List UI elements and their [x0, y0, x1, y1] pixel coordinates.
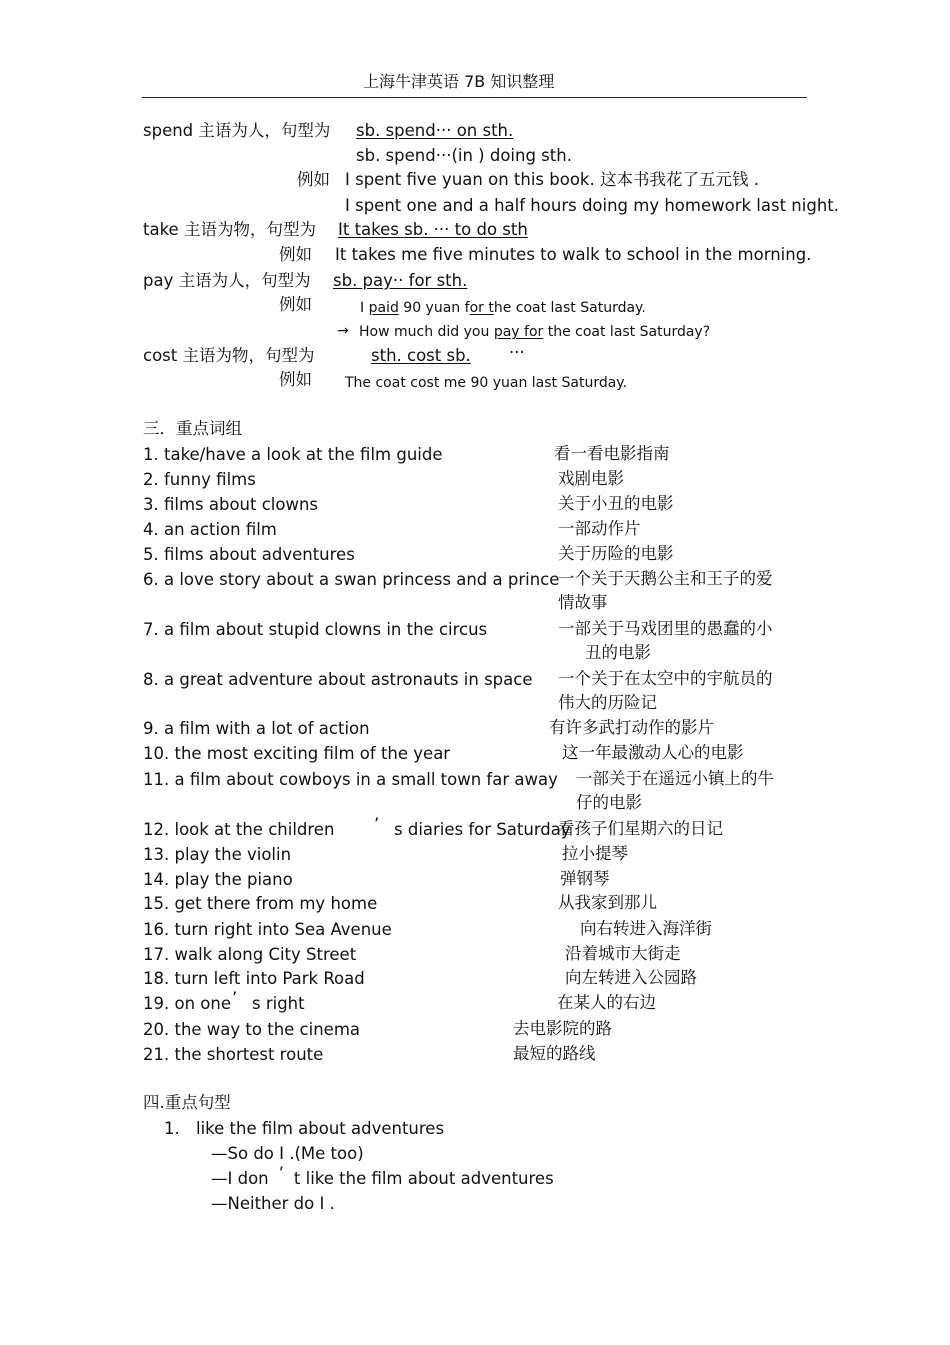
phrase-cn: 向左转进入公园路 [565, 968, 697, 987]
phrase-en: 19. on one [143, 994, 231, 1013]
phrase-cn: 拉小提琴 [562, 844, 628, 863]
phrase-cn: 关于小丑的电影 [558, 494, 674, 513]
phrase-en: 15. get there from my home [143, 894, 378, 913]
cost-pattern: sth. cost sb. [371, 346, 471, 365]
phrase-en: 18. turn left into Park Road [143, 969, 365, 988]
phrase-en: 10. the most exciting film of the year [143, 744, 451, 763]
phrase-en-rest: s right [252, 994, 305, 1013]
phrase-en: 17. walk along City Street [143, 945, 357, 964]
phrase-cn: 一部关于马戏团里的愚蠢的小 [558, 619, 773, 638]
phrase-cn: 关于历险的电影 [558, 544, 674, 563]
reply-1: —So do I .(Me too) [211, 1144, 364, 1163]
phrase-cn: 在某人的右边 [557, 993, 656, 1012]
phrase-en: 7. a film about stupid clowns in the circus [143, 620, 488, 639]
spend-pattern-1: sb. spend··· on sth. [356, 121, 514, 140]
apostrophe: ’ [232, 989, 238, 1008]
phrase-en: 9. a film with a lot of action [143, 719, 370, 738]
reply-3: —Neither do I . [211, 1194, 335, 1213]
sentence-item: like the film about adventures [196, 1119, 445, 1138]
phrase-cn: 弹钢琴 [560, 869, 610, 888]
phrase-en-rest: s diaries for Saturday [394, 820, 571, 839]
phrase-cn: 一个关于在太空中的宇航员的 [558, 669, 773, 688]
phrase-cn-cont: 丑的电影 [585, 643, 651, 662]
take-label: take 主语为物，句型为 [143, 220, 316, 239]
phrase-cn: 一部关于在遥远小镇上的牛 [576, 769, 774, 788]
phrase-en: 2. funny films [143, 470, 256, 489]
pay-pattern: sb. pay·· for sth. [333, 271, 468, 290]
phrase-cn: 有许多武打动作的影片 [549, 718, 714, 737]
page-title: 上海牛津英语 7B 知识整理 [363, 72, 555, 91]
phrase-cn: 看孩子们星期六的日记 [558, 819, 723, 838]
phrase-cn: 这一年最激动人心的电影 [562, 743, 744, 762]
phrase-en: 5. films about adventures [143, 545, 355, 564]
cost-example: The coat cost me 90 yuan last Saturday. [345, 375, 628, 391]
spend-example-1: I spent five yuan on this book. 这本书我花了五元钱 . [345, 170, 759, 189]
take-example-label: 例如 [279, 245, 312, 264]
take-example: It takes me five minutes to walk to school in the morning. [335, 245, 812, 264]
phrase-en: 3. films about clowns [143, 495, 319, 514]
phrase-cn: 沿着城市大街走 [565, 944, 681, 963]
phrase-en: 8. a great adventure about astronauts in space [143, 670, 533, 689]
sentence-number: 1. [164, 1119, 180, 1138]
phrase-en: 11. a film about cowboys in a small town far away [143, 770, 558, 789]
phrase-en: 1. take/have a look at the film guide [143, 445, 443, 464]
phrase-cn: 一部动作片 [558, 519, 641, 538]
pay-label: pay 主语为人，句型为 [143, 271, 311, 290]
phrase-en: 20. the way to the cinema [143, 1020, 361, 1039]
phrase-en: 12. look at the children [143, 820, 335, 839]
phrase-en: 6. a love story about a swan princess and a prince [143, 570, 560, 589]
spend-example-label: 例如 [297, 170, 330, 189]
sentences-heading: 四.重点句型 [143, 1093, 231, 1112]
pay-example-label: 例如 [279, 295, 312, 314]
spend-pattern-2: sb. spend···(in ) doing sth. [356, 146, 572, 165]
phrase-en: 13. play the violin [143, 845, 292, 864]
phrase-cn: 一个关于天鹅公主和王子的爱 [558, 569, 773, 588]
pay-example: I paid 90 yuan for the coat last Saturday. [360, 300, 646, 316]
phrase-cn: 戏剧电影 [558, 469, 624, 488]
phrase-cn: 最短的路线 [513, 1044, 596, 1063]
phrase-cn: 从我家到那儿 [558, 893, 657, 912]
take-pattern: It takes sb. ··· to do sth [338, 220, 528, 239]
pay-question: How much did you pay for the coat last Saturday? [359, 324, 711, 340]
cost-example-label: 例如 [279, 370, 312, 389]
phrase-cn-cont: 伟大的历险记 [558, 693, 657, 712]
phrase-en: 14. play the piano [143, 870, 293, 889]
phrase-en: 16. turn right into Sea Avenue [143, 920, 392, 939]
apostrophe: ’ [374, 815, 380, 834]
phrase-en: 21. the shortest route [143, 1045, 324, 1064]
phrase-cn-cont: 仔的电影 [576, 793, 642, 812]
header-divider [142, 97, 807, 98]
phrase-cn-cont: 情故事 [558, 593, 608, 612]
cost-label: cost 主语为物，句型为 [143, 346, 315, 365]
reply-2: —I don ’ t like the film about adventures [211, 1164, 554, 1188]
cost-dots: ··· [509, 343, 525, 362]
phrase-cn: 看一看电影指南 [554, 444, 670, 463]
phrase-cn: 去电影院的路 [513, 1019, 612, 1038]
phrase-en: 4. an action film [143, 520, 277, 539]
arrow-icon: → [337, 323, 349, 339]
spend-example-2: I spent one and a half hours doing my homework last night. [345, 196, 839, 215]
phrase-cn: 向右转进入海洋街 [580, 919, 712, 938]
phrases-heading: 三．重点词组 [143, 419, 242, 438]
spend-label: spend 主语为人，句型为 [143, 121, 331, 140]
